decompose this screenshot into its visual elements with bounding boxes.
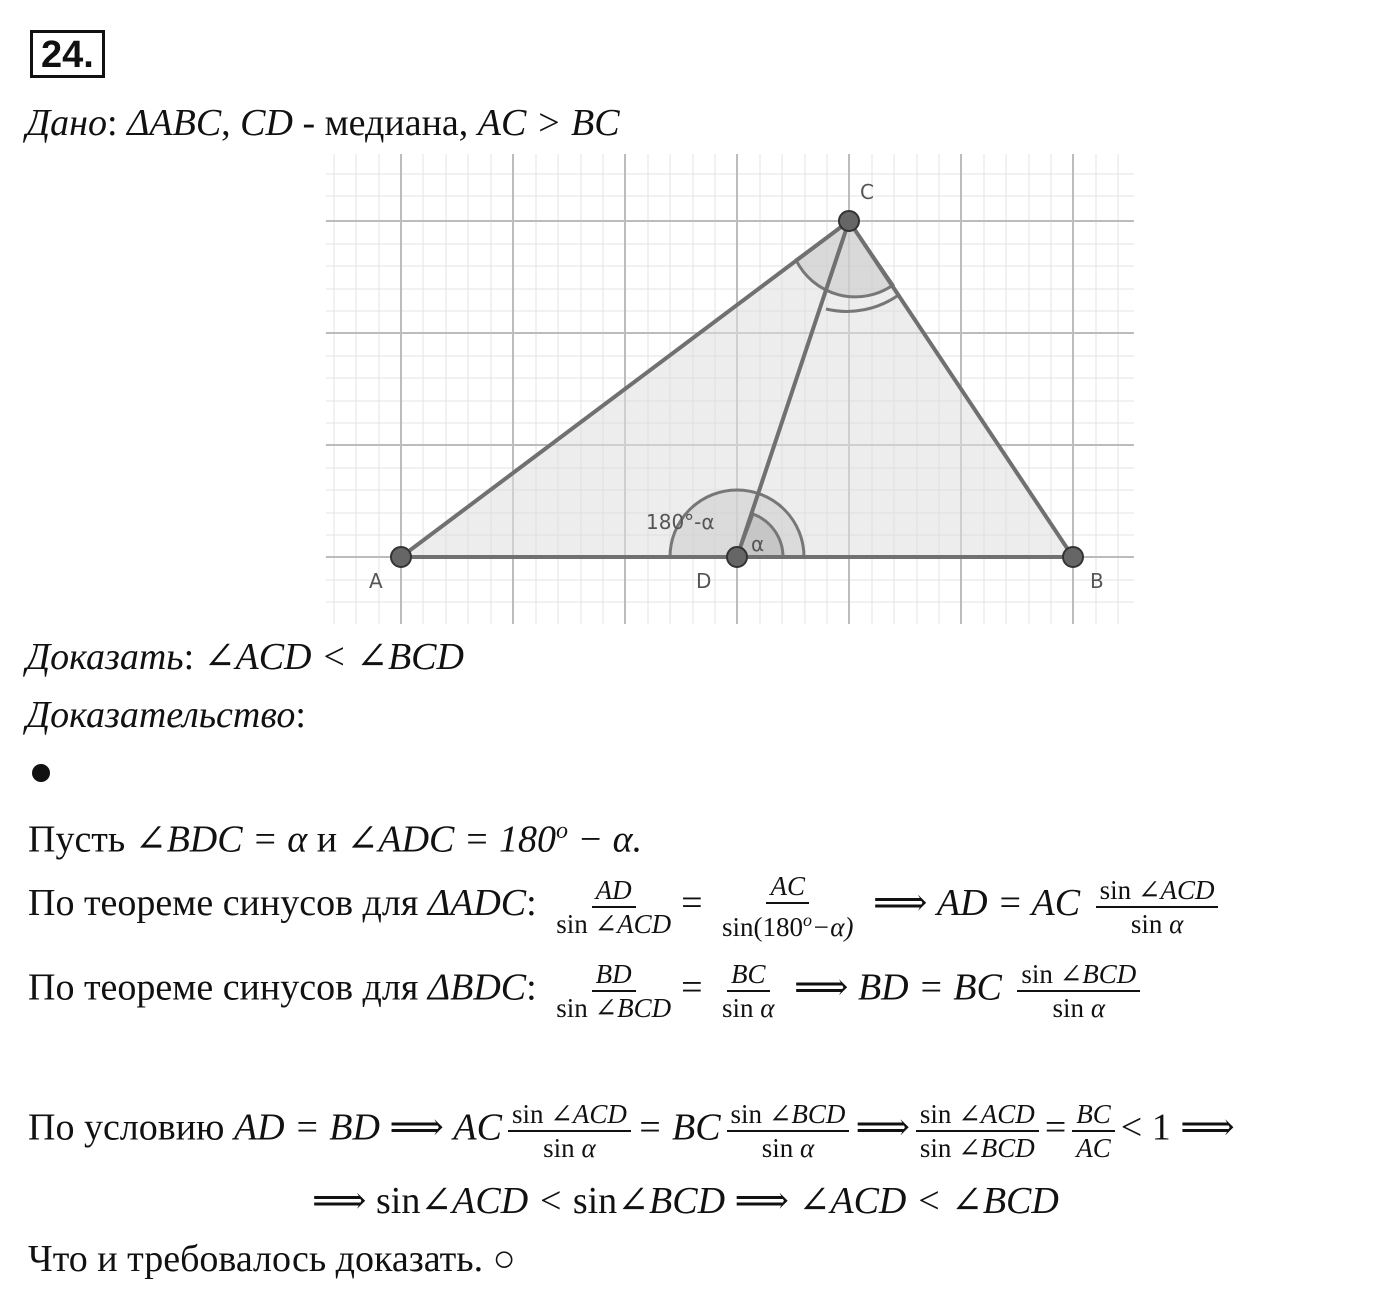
final-angle-2: ∠BCD <box>617 1180 726 1222</box>
cond-eq-bc: = BC <box>636 1106 721 1149</box>
adc-prefix: По теореме синусов для <box>28 882 419 925</box>
cond-fraction-3: $\frac{\text{sin ∠ACD}}{\text{sin ∠BCD}}$ <box>916 1098 1039 1164</box>
bdc-prefix: По теореме синусов для <box>28 966 419 1009</box>
bdc-fraction-1: $\frac{BD}{\text{sin ∠BCD}}$ <box>556 959 672 1023</box>
proof-label: Доказательство <box>26 694 296 736</box>
given-median-word: - медиана, <box>302 102 469 144</box>
point-a <box>391 547 411 567</box>
final-result: ∠ACD < ∠BCD <box>798 1180 1059 1222</box>
label-b: B <box>1090 569 1104 593</box>
let-and: и <box>316 818 338 861</box>
bdc-fraction-3: $\frac{\text{sin ∠BCD}}{\text{sin α}}$ <box>1017 958 1140 1024</box>
given-condition: AC > BC <box>477 102 620 144</box>
let-word: Пусть <box>28 818 126 861</box>
let-tail: − α. <box>568 818 643 861</box>
let-angle-bdc: ∠BDC = α <box>134 818 308 861</box>
let-degree: o <box>556 818 569 844</box>
cond-fraction-2: $\frac{\text{sin ∠BCD}}{\text{sin α}}$ <box>727 1098 850 1164</box>
given-line: Дано: ΔABC, CD - медиана, AC > BC <box>26 102 620 144</box>
final-angle-1: ∠ACD < <box>420 1180 564 1222</box>
bdc-result: BD = BC <box>857 966 1002 1009</box>
adc-fraction-3: $\frac{\text{sin ∠ACD}}{\text{sin α}}$ <box>1096 874 1219 940</box>
problem-number: 24. <box>30 30 105 78</box>
point-b <box>1063 547 1083 567</box>
label-angle-bdc: α <box>751 532 765 556</box>
final-line <box>312 1178 1059 1224</box>
bdc-triangle: ΔBDC <box>427 966 527 1009</box>
label-a: A <box>369 569 383 593</box>
cond-ac: AC <box>453 1106 502 1149</box>
sine-law-adc: По теореме синусов для ΔADC: $\frac{AD}{\text{sin ∠ACD}}$ = $\frac{AC}{\sin(180^o-\alpha)}$ ⟹ AD = AC $\frac{\text{sin ∠ACD}}{\text{sin α}}$ <box>28 870 1224 943</box>
final-sin-2: sin <box>572 1180 618 1222</box>
given-label: Дано <box>26 102 108 144</box>
prove-line: Доказать: ∠ACD < ∠BCD <box>26 636 464 678</box>
cond-fraction-4: $\frac{BC}{AC}$ <box>1072 1098 1115 1164</box>
point-c <box>839 211 859 231</box>
final-arrow-1: ⟹ <box>312 1180 367 1222</box>
cond-fraction-1: $\frac{\text{sin ∠ACD}}{\text{sin α}}$ <box>508 1098 631 1164</box>
qed-line: Что и требовалось доказать. ○ <box>28 1238 516 1280</box>
let-line <box>28 808 642 863</box>
given-triangle: ΔABC <box>127 102 222 144</box>
prove-label: Доказать <box>26 636 184 678</box>
bdc-fraction-2: $\frac{BC}{\text{sin α}}$ <box>722 959 775 1023</box>
label-angle-adc: 180°-α <box>646 510 715 534</box>
cond-prefix: По условию <box>28 1106 225 1149</box>
condition-line: По условию AD = BD ⟹ AC $\frac{\text{sin ∠ACD}}{\text{sin α}}$ = BC $\frac{\text{sin ∠BCD}}{\text{sin α}}$ ⟹ $\frac{\text{sin ∠ACD}}{\text{sin ∠BCD}}$ = $\frac{BC}{AC}$ < 1 ⟹ <box>28 1099 1235 1163</box>
adc-fraction-1: $\frac{AD}{\text{sin ∠ACD}}$ <box>556 874 672 939</box>
given-median: CD <box>240 102 293 144</box>
let-angle-adc: ∠ADC = 180 <box>346 818 557 861</box>
sine-law-bdc: По теореме синусов для ΔBDC: $\frac{BD}{\text{sin ∠BCD}}$ = $\frac{BC}{\text{sin α}}$ ⟹ BD = BC $\frac{\text{sin ∠BCD}}{\text{sin α}}$ <box>28 958 1146 1024</box>
cond-tail: < 1 ⟹ <box>1120 1106 1235 1149</box>
prove-statement: ∠ACD < ∠BCD <box>203 636 464 678</box>
cond-equality: AD = BD ⟹ <box>233 1106 444 1149</box>
adc-result: AD = AC <box>936 882 1081 925</box>
adc-fraction-2: $\frac{AC}{\sin(180^o-\alpha)}$ <box>722 871 854 942</box>
label-d: D <box>696 569 712 593</box>
final-arrow-2: ⟹ <box>734 1180 790 1222</box>
proof-heading: Доказательство: <box>26 694 306 736</box>
adc-triangle: ΔADC <box>427 882 527 925</box>
final-sin-1: sin <box>375 1180 421 1222</box>
label-c: C <box>860 180 874 204</box>
point-d <box>727 547 747 567</box>
triangle-figure <box>326 154 1134 624</box>
bullet-marker <box>32 764 50 782</box>
